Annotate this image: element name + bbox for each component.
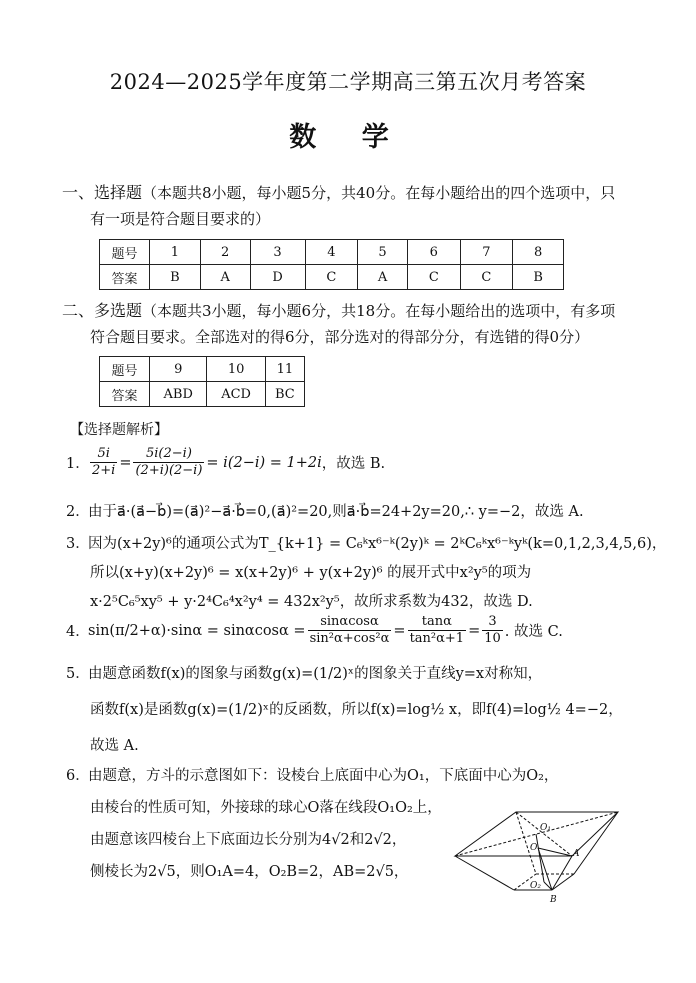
fraction: [133, 446, 204, 479]
question-number: 7: [460, 240, 513, 265]
solution-text: x·2⁵C₆⁵xy⁵ + y·2⁴C₆⁴x²y⁴ = 432x²y⁵: [90, 594, 340, 610]
radius-oa: [538, 848, 572, 856]
solution-1: [66, 446, 385, 479]
row-label: 答案: [100, 382, 150, 407]
document-title: 2024—2025学年度第二学期高三第五次月考答案: [109, 70, 587, 94]
solution-5-line3: 故选 A.: [90, 738, 139, 754]
solution-6-line3: 由题意该四棱台上下底面边长分别为4√2和2√2，: [90, 832, 407, 848]
expression: sin(π/2+α)·sinα = sinαcosα =: [88, 622, 306, 639]
table-row: [100, 357, 305, 382]
answer-cell: C: [305, 265, 358, 290]
denominator: (2+i)(2−i): [135, 463, 203, 478]
label-o2: O₂: [530, 881, 541, 891]
question-number: 11: [265, 357, 304, 382]
question-number: 2: [200, 240, 250, 265]
solution-number: 1．: [66, 456, 90, 472]
equals-sign: =: [119, 454, 132, 471]
solution-5-line1: [66, 662, 542, 683]
section2-desc-line1: （本题共3小题，每小题6分，共18分。在每小题给出的选项中，有多项: [142, 302, 616, 320]
solution-text: 由题意函数f(x)的图象与函数g(x)=(1/2)ˣ的图象关于直线y=x对称知，: [88, 666, 543, 682]
denominator: tan²α+1: [409, 631, 465, 646]
solution-2: [66, 500, 584, 521]
answer-cell: A: [358, 265, 408, 290]
solution-6-line1: [66, 764, 558, 785]
solution-3-line3: [90, 590, 533, 611]
equals-sign: =: [468, 622, 481, 639]
solution-6-line2: 由棱台的性质可知，外接球的球心O落在线段O₁O₂上，: [90, 800, 442, 816]
lateral-edge: [455, 856, 514, 890]
question-number: 10: [207, 357, 265, 382]
row-label: 答案: [100, 265, 150, 290]
answer-cell: C: [408, 265, 461, 290]
answer-cell: B: [513, 265, 564, 290]
answer-cell: ABD: [150, 382, 207, 407]
solution-conclusion: ，故选 B.: [321, 456, 386, 472]
section1-desc-line1: （本题共8小题，每小题5分，共40分。在每小题给出的四个选项中，只: [142, 184, 616, 202]
numerator: 3: [482, 614, 503, 631]
frustum-diagram: [450, 808, 620, 908]
answer-cell: BC: [265, 382, 304, 407]
fraction: [482, 614, 503, 647]
solution-number: 4．: [66, 624, 90, 640]
axis-o1-o2: [536, 834, 544, 882]
question-number: 8: [513, 240, 564, 265]
table-row: [100, 382, 305, 407]
analysis-heading: 【选择题解析】: [70, 422, 168, 438]
row-label: 题号: [100, 240, 150, 265]
question-number: 6: [408, 240, 461, 265]
denominator: sin²α+cos²α: [309, 631, 390, 646]
solution-conclusion: . 故选 C.: [504, 624, 563, 640]
answer-cell: B: [150, 265, 201, 290]
table-row: [100, 265, 564, 290]
lateral-edge: [574, 812, 618, 874]
solution-text: 由于a⃗·(a⃗−b⃗)=(a⃗)²−a⃗·b⃗=0,(a⃗)²=20,则a⃗·b⃗=24+2y=20,∴ y=−2: [88, 504, 521, 520]
section2-desc-line2: 符合题目要求。全部选对的得6分，部分选对的得部分分，有选错的得0分）: [90, 328, 590, 346]
section2-heading-line: [62, 298, 615, 324]
question-number: 1: [150, 240, 201, 265]
question-number: 5: [358, 240, 408, 265]
solution-3-line2: 所以(x+y)(x+2y)⁶ = x(x+2y)⁶ + y(x+2y)⁶ 的展开式中x²y⁵的项为: [90, 565, 532, 581]
fraction: [90, 446, 117, 479]
table-row: [100, 240, 564, 265]
solution-conclusion: ，故所求系数为432，故选 D.: [339, 594, 533, 610]
section1-desc-line2: 有一项是符合题目要求的）: [90, 210, 271, 228]
section1-heading-line: [62, 180, 615, 206]
solution-3-line1: [66, 532, 666, 553]
question-number: 4: [305, 240, 358, 265]
row-label: 题号: [100, 357, 150, 382]
denominator: 10: [484, 631, 501, 646]
label-o: O: [530, 843, 538, 853]
expression: = i(2−i) = 1+2i: [206, 454, 322, 471]
denominator: 2+i: [92, 463, 116, 478]
section2-answer-table: [99, 356, 305, 407]
solution-number: 3．: [66, 536, 90, 552]
numerator: 5i: [90, 446, 117, 463]
solution-conclusion: ，故选 A.: [520, 504, 584, 520]
label-b: B: [550, 895, 557, 905]
solution-number: 5．: [66, 666, 90, 682]
lateral-edge: [552, 856, 572, 890]
solution-text: 由题意，方斗的示意图如下：设棱台上底面中心为O₁，下底面中心为O₂，: [88, 768, 559, 784]
solution-4: [66, 614, 563, 647]
solution-5-line2: 函数f(x)是函数g(x)=(1/2)ˣ的反函数，所以f(x)=log½ x，即f(4)=log½ 4=−2，: [90, 702, 623, 718]
solution-number: 6．: [66, 768, 90, 784]
solution-number: 2．: [66, 504, 90, 520]
answer-cell: D: [250, 265, 305, 290]
answer-cell: ACD: [207, 382, 265, 407]
fraction: [308, 614, 392, 647]
bottom-edge: [552, 874, 574, 890]
answer-cell: C: [460, 265, 513, 290]
subject-title: 数 学: [289, 122, 407, 153]
answer-cell: A: [200, 265, 250, 290]
numerator: tanα: [408, 614, 467, 631]
equals-sign: =: [393, 622, 406, 639]
label-a: A: [573, 849, 580, 859]
question-number: 9: [150, 357, 207, 382]
solution-6-line4: 侧棱长为2√5，则O₁A=4，O₂B=2，AB=2√5，: [90, 864, 409, 880]
numerator: sinαcosα: [308, 614, 392, 631]
label-o1: O₁: [540, 823, 551, 833]
section1-answer-table: [99, 239, 564, 290]
solution-text: 因为(x+2y)⁶的通项公式为T_{k+1} = C₆ᵏx⁶⁻ᵏ(2y)ᵏ = 2ᵏC₆ᵏx⁶⁻ᵏyᵏ(k=0,1,2,3,4,5,6)，: [88, 536, 667, 552]
question-number: 3: [250, 240, 305, 265]
fraction: [408, 614, 467, 647]
section2-heading: 二、多选题: [62, 301, 143, 320]
section1-heading: 一、选择题: [62, 183, 143, 202]
numerator: 5i(2−i): [133, 446, 204, 463]
